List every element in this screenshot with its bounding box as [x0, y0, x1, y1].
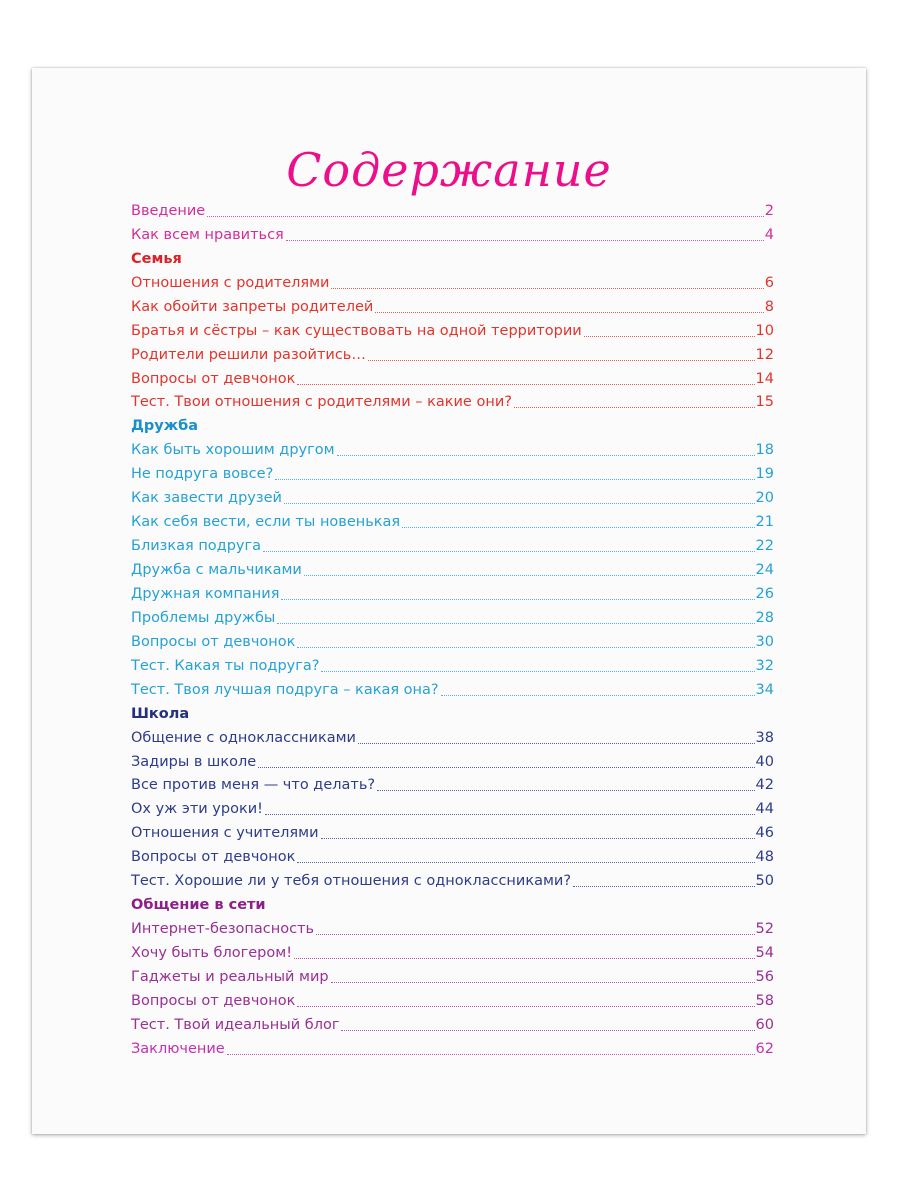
- toc-entry: [131, 582, 774, 606]
- dot-leader: [263, 551, 755, 552]
- dot-leader: [275, 479, 754, 480]
- toc-entry-title: Задиры в школе: [131, 753, 257, 770]
- toc-entry: [131, 1013, 774, 1037]
- toc-page-number: 10: [755, 322, 774, 339]
- toc-entry-title: Заключение: [131, 1040, 225, 1057]
- toc-page-number: 12: [755, 346, 774, 363]
- dot-leader: [207, 216, 764, 217]
- toc-entry: [131, 462, 774, 486]
- toc-section-heading: Общение в сети: [131, 897, 266, 914]
- dot-leader: [331, 288, 763, 289]
- dot-leader: [304, 575, 755, 576]
- toc-page-number: 18: [755, 442, 774, 459]
- page-title: Содержание: [286, 143, 612, 197]
- toc-page-number: 19: [755, 466, 774, 483]
- toc-entry: [131, 271, 774, 295]
- dot-leader: [584, 336, 755, 337]
- toc-entry: [131, 821, 774, 845]
- toc-entry-title: Тест. Твой идеальный блог: [131, 1016, 340, 1033]
- toc-page-number: 50: [755, 873, 774, 890]
- toc-entry: [131, 750, 774, 774]
- dot-leader: [297, 384, 754, 385]
- toc-entry: [131, 1037, 774, 1061]
- dot-leader: [573, 886, 755, 887]
- toc-entry: [131, 391, 774, 415]
- dot-leader: [265, 814, 755, 815]
- toc-page-number: 44: [755, 801, 774, 818]
- table-of-contents: [131, 199, 774, 1061]
- toc-page-number: 15: [755, 394, 774, 411]
- dot-leader: [441, 695, 755, 696]
- toc-page-number: 46: [755, 825, 774, 842]
- toc-entry: [131, 319, 774, 343]
- toc-entry-title: Близкая подруга: [131, 538, 261, 555]
- toc-entry-title: Как быть хорошим другом: [131, 442, 335, 459]
- toc-entry: [131, 438, 774, 462]
- dot-leader: [297, 862, 754, 863]
- toc-entry-title: Отношения с учителями: [131, 825, 319, 842]
- toc-entry-title: Тест. Твоя лучшая подруга – какая она?: [131, 681, 439, 698]
- toc-entry-title: Все против меня — что делать?: [131, 777, 376, 794]
- toc-entry: [131, 869, 774, 893]
- toc-entry-title: Вопросы от девчонок: [131, 992, 296, 1009]
- dot-leader: [227, 1054, 755, 1055]
- dot-leader: [341, 1030, 754, 1031]
- dot-leader: [297, 1006, 754, 1007]
- toc-entry-title: Как всем нравиться: [131, 226, 284, 243]
- dot-leader: [331, 982, 755, 983]
- toc-entry-title: Как обойти запреты родителей: [131, 298, 374, 315]
- toc-entry: [131, 223, 774, 247]
- toc-entry-title: Дружба с мальчиками: [131, 562, 302, 579]
- toc-entry-title: Как себя вести, если ты новенькая: [131, 514, 401, 531]
- toc-page-number: 26: [755, 585, 774, 602]
- dot-leader: [284, 503, 755, 504]
- toc-page-number: 62: [755, 1040, 774, 1057]
- toc-entry: [131, 534, 774, 558]
- toc-page-number: 2: [764, 202, 774, 219]
- toc-entry: [131, 774, 774, 798]
- toc-entry: [131, 606, 774, 630]
- toc-entry: [131, 989, 774, 1013]
- toc-page-number: 48: [755, 849, 774, 866]
- toc-entry-title: Ох уж эти уроки!: [131, 801, 263, 818]
- toc-page-number: 14: [755, 370, 774, 387]
- toc-entry-title: Хочу быть блогером!: [131, 945, 293, 962]
- toc-page-number: 28: [755, 609, 774, 626]
- toc-entry: [131, 797, 774, 821]
- toc-section-heading: Семья: [131, 250, 182, 267]
- dot-leader: [375, 312, 763, 313]
- toc-entry: [131, 965, 774, 989]
- toc-entry: [131, 917, 774, 941]
- toc-entry-title: Как завести друзей: [131, 490, 282, 507]
- toc-page-number: 30: [755, 633, 774, 650]
- dot-leader: [358, 743, 755, 744]
- dot-leader: [297, 647, 754, 648]
- dot-leader: [277, 623, 754, 624]
- toc-entry-title: Не подруга вовсе?: [131, 466, 274, 483]
- toc-page-number: 52: [755, 921, 774, 938]
- toc-entry-title: Вопросы от девчонок: [131, 633, 296, 650]
- toc-entry-title: Общение с одноклассниками: [131, 729, 356, 746]
- toc-entry-title: Гаджеты и реальный мир: [131, 968, 329, 985]
- toc-entry: [131, 845, 774, 869]
- toc-entry: [131, 726, 774, 750]
- toc-page-number: 58: [755, 992, 774, 1009]
- toc-entry: [131, 199, 774, 223]
- toc-entry-title: Вопросы от девчонок: [131, 370, 296, 387]
- toc-entry: [131, 941, 774, 965]
- dot-leader: [402, 527, 754, 528]
- dot-leader: [281, 599, 754, 600]
- dot-leader: [321, 671, 754, 672]
- dot-leader: [514, 407, 755, 408]
- toc-entry: [131, 630, 774, 654]
- toc-entry-title: Дружная компания: [131, 585, 280, 602]
- toc-page-number: 21: [755, 514, 774, 531]
- dot-leader: [337, 455, 755, 456]
- toc-page-number: 24: [755, 562, 774, 579]
- toc-page-number: 60: [755, 1016, 774, 1033]
- toc-page-number: 8: [764, 298, 774, 315]
- dot-leader: [286, 240, 764, 241]
- toc-page-number: 4: [764, 226, 774, 243]
- toc-entry-title: Вопросы от девчонок: [131, 849, 296, 866]
- toc-page-number: 42: [755, 777, 774, 794]
- toc-entry: [131, 558, 774, 582]
- toc-entry: [131, 510, 774, 534]
- dot-leader: [258, 767, 754, 768]
- toc-page-number: 34: [755, 681, 774, 698]
- dot-leader: [294, 958, 755, 959]
- toc-page-number: 54: [755, 945, 774, 962]
- toc-entry-title: Тест. Твои отношения с родителями – какие они?: [131, 394, 512, 411]
- dot-leader: [368, 360, 755, 361]
- toc-page-number: 40: [755, 753, 774, 770]
- toc-page-number: 38: [755, 729, 774, 746]
- toc-page-number: 6: [764, 274, 774, 291]
- toc-entry-title: Интернет-безопасность: [131, 921, 315, 938]
- toc-entry-title: Братья и сёстры – как существовать на одной территории: [131, 322, 582, 339]
- dot-leader: [316, 934, 754, 935]
- toc-entry: [131, 295, 774, 319]
- toc-section-heading: Школа: [131, 705, 190, 722]
- toc-entry: [131, 654, 774, 678]
- toc-page-number: 56: [755, 968, 774, 985]
- toc-entry-title: Введение: [131, 202, 206, 219]
- toc-entry: [131, 486, 774, 510]
- toc-entry-title: Проблемы дружбы: [131, 609, 276, 626]
- dot-leader: [377, 790, 754, 791]
- toc-entry: [131, 343, 774, 367]
- toc-entry-title: Родители решили разойтись…: [131, 346, 366, 363]
- toc-section-heading: Дружба: [131, 418, 199, 435]
- toc-page-number: 22: [755, 538, 774, 555]
- book-page: [32, 68, 866, 1134]
- dot-leader: [321, 838, 755, 839]
- toc-entry-title: Тест. Хорошие ли у тебя отношения с одноклассниками?: [131, 873, 572, 890]
- toc-entry-title: Отношения с родителями: [131, 274, 330, 291]
- toc-page-number: 20: [755, 490, 774, 507]
- toc-entry: [131, 678, 774, 702]
- toc-page-number: 32: [755, 657, 774, 674]
- toc-entry: [131, 367, 774, 391]
- toc-entry-title: Тест. Какая ты подруга?: [131, 657, 320, 674]
